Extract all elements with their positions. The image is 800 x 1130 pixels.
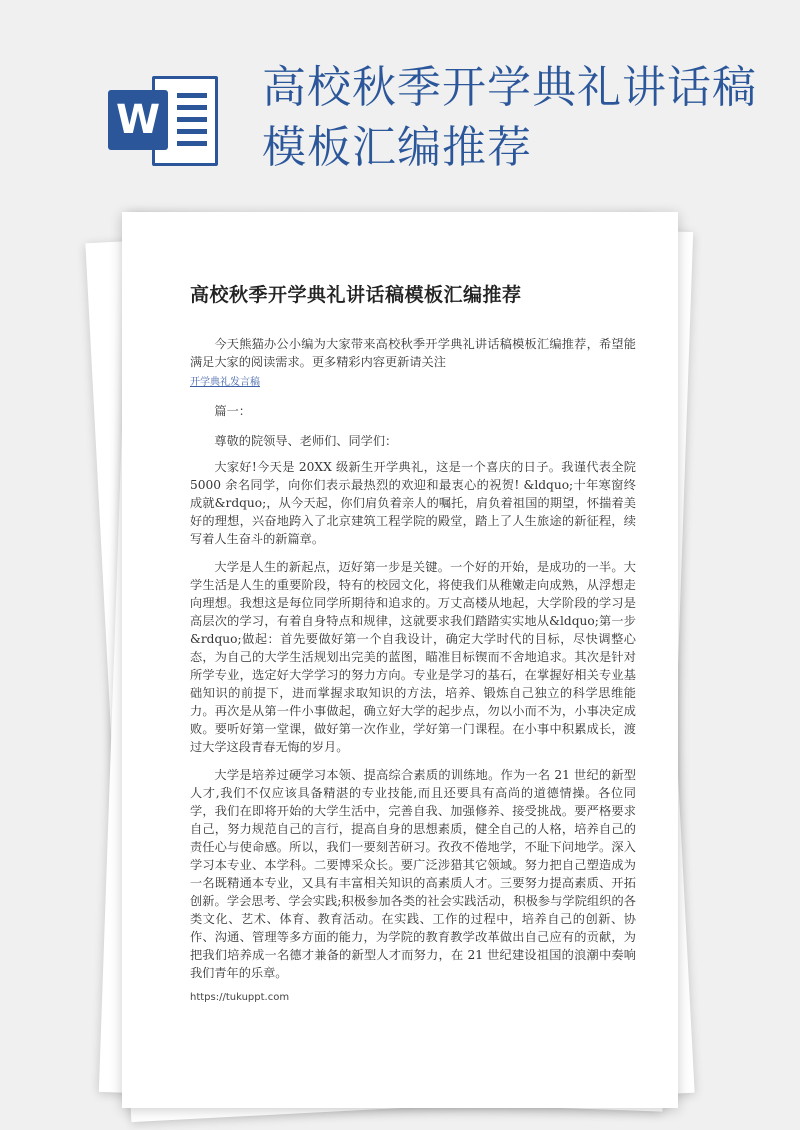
- body-paragraph-2: 大学是人生的新起点，迈好第一步是关键。一个好的开始，是成功的一半。大学生活是人生的重要阶段，特有的校园文化，将使我们从稚嫩走向成熟，从浮想走向理想。我想这是每位同学所期待和追求的。万丈高楼从地起，大学阶段的学习是高层次的学习，有着自身特点和规律，这就要求我们踏踏实实地从&ldquo;第一步&rdquo;做起：首先要做好第一个自我设计，确定大学时代的目标，尽快调整心态，为自己的大学生活规划出完美的蓝图，瞄准目标锲而不舍地追求。其次是针对所学专业，选定好大学学习的努力方向。专业是学习的基石，在掌握好相关专业基础知识的前提下，进而掌握求取知识的方法，培养、锻炼自己独立的科学思维能力。再次是从第一件小事做起，确立好大学的起步点，勿以小而不为，小事决定成败。要听好第一堂课，做好第一次作业，学好第一门课程。在小事中积累成长，渡过大学这段青春无悔的岁月。: [190, 560, 636, 754]
- document-content: [190, 280, 636, 992]
- salutation: 尊敬的院领导、老师们、同学们：: [214, 434, 398, 448]
- document-page: [122, 212, 678, 1108]
- body-paragraph-1: 大家好!今天是 20XX 级新生开学典礼，这是一个喜庆的日子。我谨代表全院 5000 余名同学，向你们表示最热烈的欢迎和最衷心的祝贺! &ldquo;十年寒窗终成就&rdquo;，从今天起，你们肩负着亲人的嘱托，肩负着祖国的期望，怀揣着美好的理想，兴奋地跨入了北京建筑工程学院的殿堂，踏上了人生旅途的新征程，续写着人生奋斗的新篇章。: [190, 460, 636, 546]
- header-banner: [0, 0, 800, 200]
- body-paragraph-3: 大学是培养过硬学习本领、提高综合素质的训练地。作为一名 21 世纪的新型人才,我们不仅应该具备精湛的专业技能,而且还要具有高尚的道德情操。各位同学，我们在即将开始的大学生活中，完善自我、加强修养、接受挑战。要严格要求自己，努力规范自己的言行，提高自身的思想素质，健全自己的人格，培养自己的责任心与使命感。所以，我们一要刻苦研习。孜孜不倦地学，不耻下问地学。深入学习本专业、本学科。二要博采众长。要广泛涉猎其它领域。努力把自己塑造成为一名既精通本专业，又具有丰富相关知识的高素质人才。三要努力提高素质、开拓创新。学会思考、学会实践;积极参加各类的社会实践活动，积极参与学院组织的各类文化、艺术、体育、教育活动。在实践、工作的过程中，培养自己的创新、协作、沟通、管理等多方面的能力，为学院的教育教学改革做出自己应有的贡献，为把我们培养成一名德才兼备的新型人才而努力，在 21 世纪建设祖国的浪潮中奏响我们青年的乐章。: [190, 768, 636, 980]
- document-title: 高校秋季开学典礼讲话稿模板汇编推荐: [190, 284, 522, 306]
- intro-paragraph: 今天熊猫办公小编为大家带来高校秋季开学典礼讲话稿模板汇编推荐，希望能满足大家的阅读需求。更多精彩内容更新请关注: [190, 337, 636, 369]
- tag-link[interactable]: 开学典礼发言稿: [190, 377, 260, 388]
- footer-url: https://tukuppt.com: [190, 992, 290, 1003]
- section-label: 篇一：: [214, 404, 251, 418]
- banner-title: 高校秋季开学典礼讲话稿模板汇编推荐: [262, 62, 757, 173]
- word-logo-letter: W: [108, 90, 168, 150]
- word-document-icon: [108, 70, 220, 166]
